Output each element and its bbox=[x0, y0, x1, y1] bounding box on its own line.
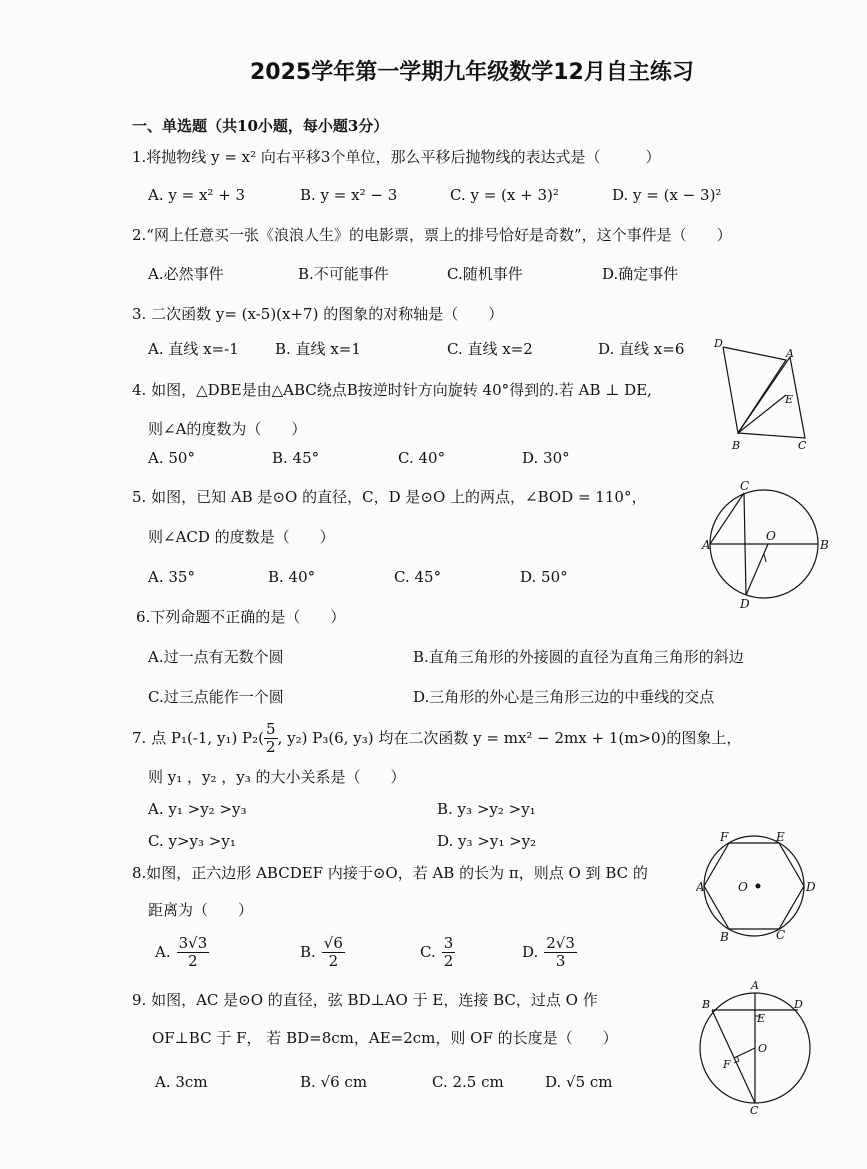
q3-option-c: C. 直线 x=2 bbox=[447, 340, 533, 358]
q6-option-d: D.三角形的外心是三角形三边的中垂线的交点 bbox=[413, 688, 715, 706]
q7-option-d: D. y₃ >y₁ >y₂ bbox=[437, 832, 537, 850]
q9-label-e: E bbox=[757, 1012, 766, 1025]
q7-option-b: B. y₃ >y₂ >y₁ bbox=[437, 800, 536, 818]
question-5-stem-line2: 则∠ACD 的度数是（ ） bbox=[148, 528, 335, 546]
q8-option-d-numerator: 2√3 bbox=[546, 934, 575, 952]
q2-option-a: A.必然事件 bbox=[148, 265, 224, 283]
q3-option-a: A. 直线 x=-1 bbox=[148, 340, 239, 358]
q8-option-b-fraction bbox=[322, 935, 345, 969]
question-7-stem bbox=[132, 718, 741, 758]
q8-option-c bbox=[420, 935, 455, 969]
q3-option-d: D. 直线 x=6 bbox=[598, 340, 685, 358]
q8-option-a-label: A. bbox=[155, 942, 171, 961]
q4-option-a: A. 50° bbox=[148, 449, 195, 467]
q4-figure bbox=[708, 335, 828, 455]
q7-stem-suffix: , y₂) P₃(6, y₃) 均在二次函数 y = mx² − 2mx + 1(m>0)的图象上， bbox=[277, 728, 742, 747]
q4-label-a: A bbox=[786, 347, 794, 360]
page-title: 2025学年第一学期九年级数学12月自主练习 bbox=[250, 60, 694, 85]
q8-option-c-numerator: 3 bbox=[443, 934, 454, 952]
q5-figure bbox=[700, 478, 835, 613]
q9-label-b: B bbox=[702, 998, 711, 1011]
q8-option-b-denominator: 2 bbox=[328, 951, 339, 970]
question-2-stem: 2.“网上任意买一张《浪浪人生》的电影票，票上的排号恰好是奇数”，这个事件是（ ） bbox=[132, 226, 732, 244]
q5-label-o: O bbox=[766, 529, 776, 543]
q2-option-d: D.确定事件 bbox=[602, 265, 679, 283]
q8-figure bbox=[696, 828, 826, 946]
q9-figure bbox=[698, 976, 823, 1116]
q3-option-b: B. 直线 x=1 bbox=[275, 340, 361, 358]
q5-option-c: C. 45° bbox=[394, 568, 442, 586]
question-9-stem: 9. 如图，AC 是⊙O 的直径，弦 BD⊥AO 于 E，连接 BC，过点 O 作 bbox=[132, 991, 598, 1009]
q8-option-a-numerator: 3√3 bbox=[178, 934, 208, 952]
q8-label-c: C bbox=[776, 928, 786, 942]
q4-option-d: D. 30° bbox=[522, 449, 570, 467]
question-3-stem: 3. 二次函数 y= (x-5)(x+7) 的图象的对称轴是（ ） bbox=[132, 305, 504, 323]
q4-label-e: E bbox=[785, 393, 794, 406]
q8-option-a-fraction bbox=[177, 935, 210, 969]
q9-option-d: D. √5 cm bbox=[545, 1073, 613, 1091]
q6-option-a: A.过一点有无数个圆 bbox=[148, 648, 284, 666]
q8-option-c-denominator: 2 bbox=[443, 951, 454, 970]
q9-label-f: F bbox=[723, 1058, 731, 1071]
q5-label-a: A bbox=[702, 538, 711, 552]
q8-option-b-label: B. bbox=[300, 942, 316, 961]
q8-option-a-denominator: 2 bbox=[188, 951, 198, 970]
q8-option-d-denominator: 3 bbox=[555, 951, 566, 970]
q6-option-c: C.过三点能作一个圆 bbox=[148, 688, 284, 706]
q8-label-d: D bbox=[806, 880, 816, 894]
q1-option-d: D. y = (x − 3)² bbox=[612, 186, 722, 204]
q1-option-c: C. y = (x + 3)² bbox=[450, 186, 559, 204]
q8-option-b-numerator: √6 bbox=[323, 934, 343, 952]
q8-option-d bbox=[522, 935, 577, 969]
q8-option-c-fraction bbox=[442, 935, 456, 969]
q7-option-a: A. y₁ >y₂ >y₃ bbox=[148, 800, 247, 818]
q1-option-b: B. y = x² − 3 bbox=[300, 186, 398, 204]
q4-option-b: B. 45° bbox=[272, 449, 320, 467]
q8-label-e: E bbox=[776, 830, 785, 844]
q7-fraction-denominator: 2 bbox=[266, 737, 276, 756]
q4-label-d: D bbox=[714, 337, 723, 350]
q8-label-f: F bbox=[720, 830, 729, 844]
q7-fraction-numerator: 5 bbox=[266, 720, 276, 738]
q8-option-a bbox=[155, 935, 209, 969]
section-heading: 一、单选题（共10小题，每小题3分） bbox=[132, 117, 389, 135]
q1-option-a: A. y = x² + 3 bbox=[148, 186, 246, 204]
q2-option-b: B.不可能事件 bbox=[298, 265, 389, 283]
q5-option-d: D. 50° bbox=[520, 568, 568, 586]
question-8-stem-line2: 距离为（ ） bbox=[148, 901, 254, 919]
q8-option-b bbox=[300, 935, 345, 969]
q4-option-c: C. 40° bbox=[398, 449, 446, 467]
q8-label-a: A bbox=[696, 880, 705, 894]
q8-label-o: O bbox=[738, 880, 748, 894]
q9-label-d: D bbox=[794, 998, 803, 1011]
q4-label-c: C bbox=[798, 439, 807, 452]
q9-label-o: O bbox=[758, 1042, 768, 1055]
q8-option-c-label: C. bbox=[420, 942, 436, 961]
q5-label-d: D bbox=[740, 597, 750, 611]
q2-option-c: C.随机事件 bbox=[447, 265, 523, 283]
question-1-stem: 1.将抛物线 y = x² 向右平移3个单位，那么平移后抛物线的表达式是（ ） bbox=[132, 148, 661, 166]
question-4-stem: 4. 如图，△DBE是由△ABC绕点B按逆时针方向旋转 40°得到的.若 AB ⊥ DE, bbox=[132, 381, 652, 399]
q4-label-b: B bbox=[732, 439, 741, 452]
q9-option-b: B. √6 cm bbox=[300, 1073, 368, 1091]
q7-option-c: C. y>y₃ >y₁ bbox=[148, 832, 236, 850]
q9-label-a: A bbox=[751, 979, 759, 992]
question-8-stem: 8.如图，正六边形 ABCDEF 内接于⊙O，若 AB 的长为 π，则点 O 到 BC 的 bbox=[132, 864, 648, 882]
q7-stem-prefix: 7. 点 P₁(-1, y₁) P₂( bbox=[132, 728, 265, 747]
q5-label-b: B bbox=[820, 538, 829, 552]
q6-option-b: B.直角三角形的外接圆的直径为直角三角形的斜边 bbox=[413, 648, 744, 666]
q9-label-c: C bbox=[750, 1104, 759, 1116]
q5-label-c: C bbox=[740, 479, 750, 493]
question-7-stem-line2: 则 y₁ ，y₂ ，y₃ 的大小关系是（ ） bbox=[148, 768, 406, 786]
q9-option-a: A. 3cm bbox=[155, 1073, 208, 1091]
q5-option-b: B. 40° bbox=[268, 568, 316, 586]
question-5-stem: 5. 如图，已知 AB 是⊙O 的直径，C，D 是⊙O 上的两点，∠BOD = 110°， bbox=[132, 488, 647, 506]
question-9-stem-line2: OF⊥BC 于 F， 若 BD=8cm，AE=2cm，则 OF 的长度是（ ） bbox=[152, 1029, 618, 1047]
q7-fraction bbox=[264, 721, 278, 755]
q5-option-a: A. 35° bbox=[148, 568, 195, 586]
q8-option-d-label: D. bbox=[522, 942, 539, 961]
q8-option-d-fraction bbox=[544, 935, 577, 969]
q8-label-b: B bbox=[720, 930, 729, 944]
question-4-stem-line2: 则∠A的度数为（ ） bbox=[148, 420, 307, 438]
q9-option-c: C. 2.5 cm bbox=[432, 1073, 504, 1091]
question-6-stem: 6.下列命题不正确的是（ ） bbox=[136, 608, 346, 626]
